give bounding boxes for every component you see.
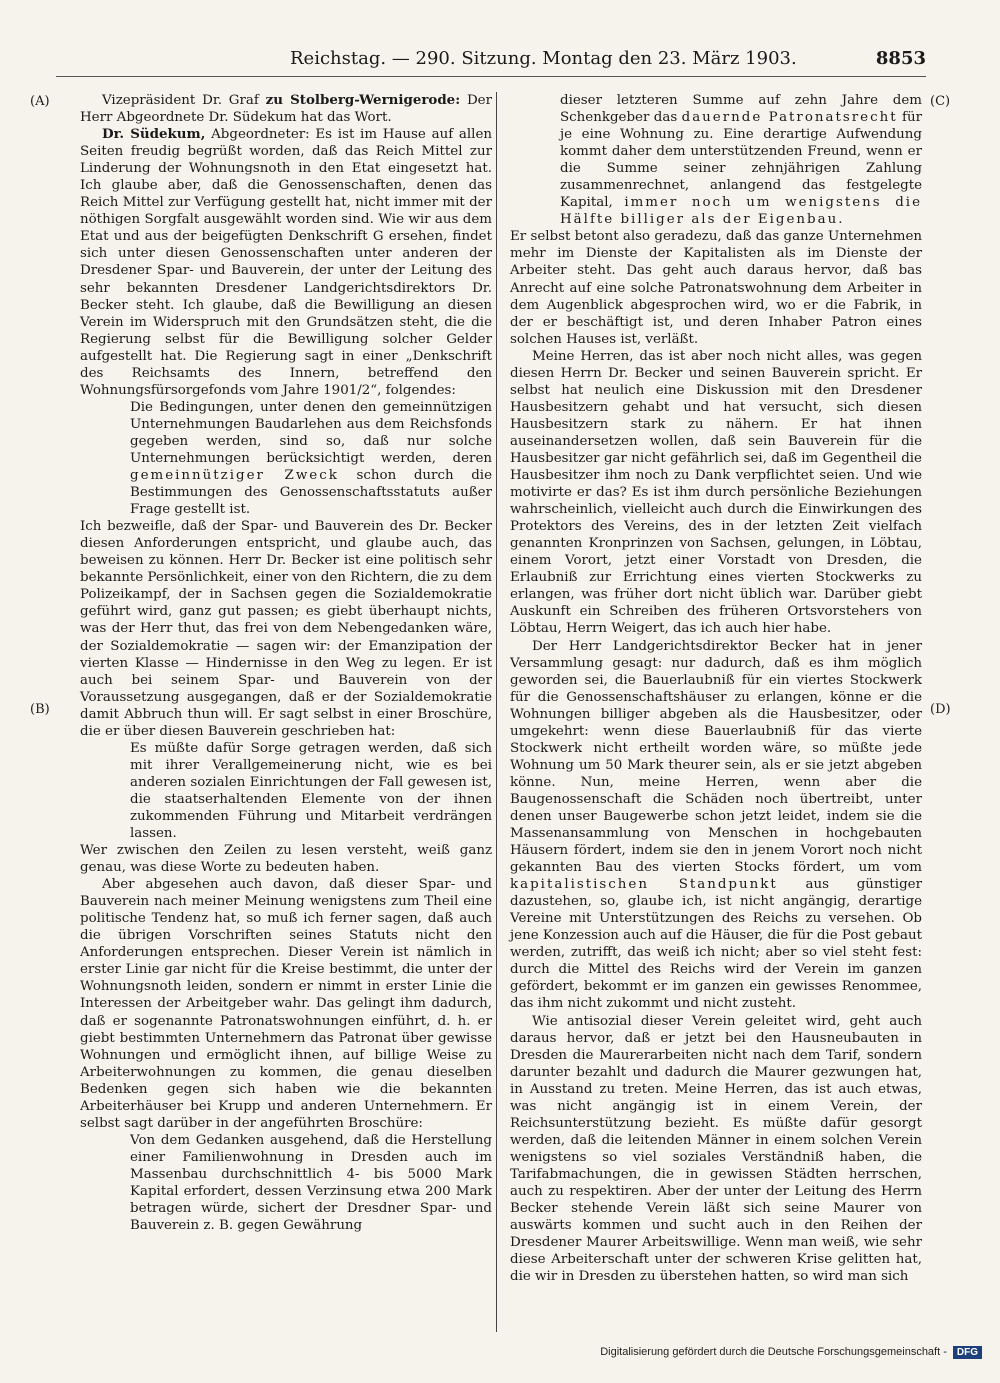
block-quote — [130, 399, 492, 518]
quote-emphasis: immer noch um wenigstens die Hälfte billiger als der Eigenbau. — [560, 195, 922, 228]
paragraph: Er selbst betont also geradezu, daß das ganze Unternehmen mehr im Dienste der Kapitalisten als im Dienste der Arbeiter steht. Das geht auch daraus hervor, daß bas Anrecht auf eine solche Patronatswohnung dem Arbeiter in dem Augenblick abgesprochen wird, wo er die Fabrik, in der er beschäftigt ist, und deren Inhaber Patron eines solchen Hauses ist, verläßt. — [510, 229, 922, 347]
paragraph: Ich bezweifle, daß der Spar- und Bauverein des Dr. Becker diesen Anforderungen entspricht, und glaube auch, das beweisen zu können. Herr Dr. Becker ist eine politisch sehr bekannte Persönlichkeit, einer von den Richtern, die zu dem Polizeikampf, der in Sachsen gegen die Sozialdemokratie geführt wird, ganz gut passen; es giebt überhaupt nichts, was der Herr thut, das frei von dem Nebengedanken wäre, der Sozialdemokratie — sagen wir: der Emanzipation der vierten Klasse — Hindernisse in den Weg zu legen. Er ist auch bei seinem Spar- und Bauverein von der Voraussetzung ausgegangen, daß er der Sozialdemokratie damit Abbruch thun will. Er sagt selbst in einer Broschüre, die er über diesen Bauverein geschrieben hat: — [80, 519, 492, 739]
footer-text: Digitalisierung gefördert durch die Deutsche Forschungsgemeinschaft - — [600, 1346, 947, 1358]
paragraph: Wer zwischen den Zeilen zu lesen versteht, weiß ganz genau, was diese Worte zu bedeuten haben. — [80, 843, 492, 876]
right-column — [510, 92, 922, 1285]
quote-text: für je eine Wohnung zu. Eine derartige Aufwendung kommt daher dem unterstützenden Freund, wenn er die Summe seiner zehnjährigen Zahlung zusammenrechnet, anlangend das festgelegte Kapital, — [560, 110, 922, 211]
quote-text: schon durch die Bestimmungen des Genossenschaftsstatuts außer Frage gestellt ist. — [130, 468, 492, 518]
paragraph — [510, 638, 922, 1013]
column-divider — [496, 92, 497, 1332]
margin-marker-c: (C) — [930, 94, 951, 109]
paragraph-text: aus günstiger dazustehen, so, glaube ich, ist nicht angängig, derartige Vereine mit Unterstützungen des Reichs zu versehen. Ob jene Konzession auch auf die Häuser, die für die Post gebaut werden, zutrifft, das weiß ich nicht; aber so viel steht fest: durch die Mittel des Reichs wird der Verein im ganzen gefördert, bekommt er im ganzen ein gewisses Renommee, das ihm nicht zukommt und nicht zusteht. — [510, 877, 922, 1012]
page-header — [58, 48, 926, 72]
quote-emphasis: gemeinnütziger Zweck — [130, 468, 339, 484]
margin-marker-d: (D) — [930, 702, 951, 717]
page-number: 8853 — [875, 48, 926, 69]
block-quote: Von dem Gedanken ausgehend, daß die Herstellung einer Familienwohnung in Dresden auch im Massenbau durchschnittlich 4- bis 5000 Mark Kapital erfordert, dessen Verzinsung etwa 200 Mark betragen würde, sichert der Dresdner Spar- und Bauverein z. B. gegen Gewährung — [130, 1132, 492, 1234]
block-quote — [560, 92, 922, 228]
quote-emphasis: dauernde Patronatsrecht — [681, 110, 898, 126]
margin-marker-a: (A) — [30, 94, 50, 109]
speaker-name: Dr. Südekum, — [102, 126, 206, 143]
paragraph: Meine Herren, das ist aber noch nicht alles, was gegen diesen Herrn Dr. Becker und seinen Bauverein spricht. Er selbst hat neulich eine Diskussion mit den Dresdener Hausbesitzern gehabt und hat versucht, sich diesen Hausbesitzern stark zu nähern. Er hat ihnen auseinandersetzen wollen, daß sein Bauverein für die Hausbesitzer gar nicht gefährlich sei, daß im Gegentheil die Hausbesitzer ihm noch zu Dank verpflichtet seien. Und wie motivirte er das? Es ist ihm durch persönliche Beziehungen wahrscheinlich, vielleicht auch durch die Einwirkungen des Protektors des Vereins, des in der letzten Zeit vielfach genannten Kronprinzen von Sachsen, gelungen, in Löbtau, einem Vorort, jetzt einer Vorstadt von Dresden, die Erlaubniß zur Errichtung eines vierten Stockwerks zu erlangen, was früher dort nicht üblich war. Darüber giebt Auskunft ein Schreiben des früheren Ortsvorstehers von Löbtau, Herrn Weigert, das ich auch hier habe. — [510, 348, 922, 637]
paragraph: Wie antisozial dieser Verein geleitet wird, geht auch daraus hervor, daß er jetzt bei den Hausneubauten in Dresden die Maurerarbeiten nicht nach dem Tarif, sondern darunter bezahlt und dadurch die Maurer gezwungen hat, in Ausstand zu treten. Meine Herren, das ist auch etwas, was nicht angängig ist in einem Verein, der Reichsunterstützung bezieht. Es müßte dafür gesorgt werden, daß die leitenden Männer in einem solchen Verein wenigstens so viel soziales Verständniß haben, die Tarifabmachungen, die in gewissen Städten herrschen, auch zu respektiren. Aber der unter der Leitung des Herrn Becker stehende Verein läßt sich seine Maurer von auswärts kommen und sucht auch in den Reihen der Dresdener Maurer Arbeitswillige. Wenn man weiß, wie sehr diese Arbeiterschaft unter der schweren Krise gelitten hat, die wir in Dresden zu überstehen hatten, so wird man sich — [510, 1013, 922, 1285]
running-title: Reichstag. — 290. Sitzung. Montag den 23. März 1903. — [290, 48, 797, 69]
quote-text: dieser letzteren Summe auf zehn Jahre dem Schenkgeber das — [560, 93, 922, 126]
margin-marker-b: (B) — [30, 702, 50, 717]
paragraph-text: Der Herr Abgeordnete Dr. Südekum hat das Wort. — [80, 93, 492, 126]
block-quote: Es müßte dafür Sorge getragen werden, daß sich mit ihrer Verallgemeinerung nicht, wie es bei anderen sozialen Einrichtungen der Fall gewesen ist, die staatserhaltenden Elemente von der ihnen zukommenden Führung und Mitarbeit verdrängen lassen. — [130, 740, 492, 842]
paragraph — [80, 126, 492, 399]
header-rule — [56, 76, 926, 77]
paragraph-text: Abgeordneter: Es ist im Hause auf allen Seiten freudig begrüßt worden, daß das Reich Mittel zur Linderung der Wohnungsnoth in den Etat eingesetzt hat. Ich glaube aber, daß die Genossenschaften, denen das Reich Mittel zur Verfügung gestellt hat, nicht immer mit der nöthigen Sorgfalt ausgewählt worden sind. Wie wir aus dem Etat und aus der beigefügten Denkschrift G ersehen, findet sich unter diesen Genossenschaften unter anderen der Dresdener Spar- und Bauverein, der unter der Leitung des sehr bekannten Dresdener Landgerichtsdirektors Dr. Becker steht. Ich glaube, daß die Bewilligung an diesen Verein im Widerspruch mit den Grundsätzen steht, die die Regierung selbst für die Bewilligung solcher Gelder aufgestellt hat. Die Regierung sagt in einer „Denkschrift des Reichsamts des Innern, betreffend den Wohnungsfürsorgefonds vom Jahre 1901/2“, folgendes: — [80, 127, 492, 398]
quote-text: Die Bedingungen, unter denen den gemeinnützigen Unternehmungen Baudarlehen aus dem Reichsfonds gegeben werden, sind so, daß nur solche Unternehmungen berücksichtigt werden, deren — [130, 399, 492, 466]
paragraph: Aber abgesehen auch davon, daß dieser Spar- und Bauverein nach meiner Meinung wenigstens zum Theil eine politische Tendenz hat, so muß ich ferner sagen, daß auch die übrigen Vorschriften seines Statuts nicht den Anforderungen entsprechen. Dieser Verein ist nämlich in erster Linie gar nicht für die Kreise bestimmt, die unter der Wohnungsnoth leiden, sondern er nimmt in erster Linie die Interessen der Arbeitgeber wahr. Das gelingt ihm dadurch, daß er sogenannte Patronatswohnungen einführt, d. h. er giebt bestimmten Unternehmern das Patronat über gewisse Wohnungen und ermöglicht ihnen, auf billige Weise zu Arbeiterwohnungen zu kommen, die genau dieselben Bedenken gegen sich haben wie die bekannten Arbeiterhäuser bei Krupp und anderen Unternehmern. Er selbst sagt darüber in der angeführten Broschüre: — [80, 877, 492, 1131]
paragraph-emphasis: kapitalistischen Standpunkt — [510, 877, 778, 893]
left-column — [80, 92, 492, 1234]
paragraph — [80, 92, 492, 126]
footer-credit — [600, 1346, 982, 1359]
speaker-title: Vizepräsident Dr. Graf — [102, 93, 259, 108]
dfg-logo: DFG — [953, 1346, 982, 1359]
speaker-name: zu Stolberg-Wernigerode: — [265, 92, 461, 108]
paragraph-text: Der Herr Landgerichtsdirektor Becker hat in jener Versammlung gesagt: nur dadurch, daß es ihm möglich geworden sei, die Bauerlaubniß für ein viertes Stockwerk für die Genossenschaftshäuser zu erlangen, könne er die Wohnungen billiger abgeben als die Hausbesitzer, oder umgekehrt: wenn diese Bauerlaubniß für das vierte Stockwerk nicht ertheilt worden wäre, so müßte jede Wohnung um 50 Mark theurer sein, als er sie jetzt abgeben könne. Nun, meine Herren, wenn aber die Baugenossenschaft die Schäden noch übertreibt, unter denen unser Baugewerbe schon jetzt leidet, indem sie die Massenansammlung von Menschen in hochgebauten Häusern fördert, indem sie den in jenem Vorort noch nicht gekannten Bau des vierten Stocks fördert, um vom — [510, 638, 922, 876]
